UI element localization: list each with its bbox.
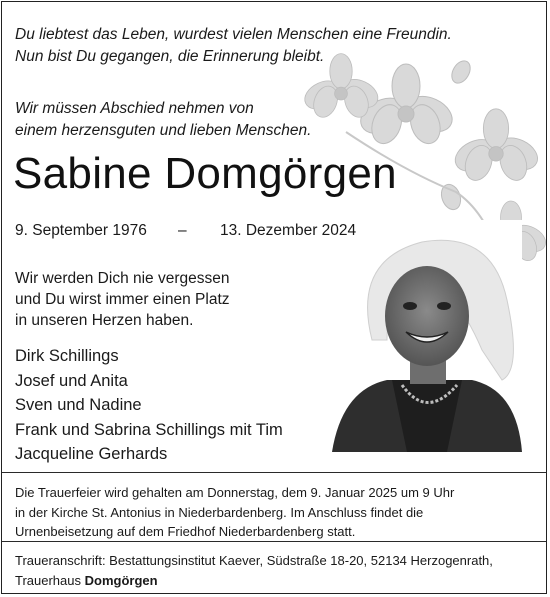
divider-line xyxy=(2,472,546,473)
address-line-2 xyxy=(15,571,493,591)
obituary-notice xyxy=(1,1,547,594)
intro-line-2: einem herzensguten und lieben Menschen. xyxy=(15,122,312,139)
mourner-name: Dirk Schillings xyxy=(15,347,119,365)
portrait-photo-of-deceased xyxy=(332,220,522,452)
mourner-name: Jacqueline Gerhards xyxy=(15,445,168,463)
poem-line-2: Nun bist Du gegangen, die Erinnerung bleibt. xyxy=(15,48,325,65)
poem-verse xyxy=(15,24,452,68)
mourner-name: Frank und Sabrina Schillings mit Tim xyxy=(15,420,283,439)
intro-line-1: Wir müssen Abschied nehmen von xyxy=(15,100,254,117)
memory-verse xyxy=(15,268,230,331)
service-line-2: in der Kirche St. Antonius in Niederbardenberg. Im Anschluss findet die xyxy=(15,504,424,520)
service-line-3: Urnenbeisetzung auf dem Friedhof Niederbardenberg statt. xyxy=(15,524,356,539)
farewell-intro xyxy=(15,98,311,142)
mourners-list xyxy=(15,344,283,467)
poem-line-1: Du liebtest das Leben, wurdest vielen Menschen eine Freundin. xyxy=(15,26,452,43)
deceased-name: Sabine Domgörgen xyxy=(13,149,397,198)
funeral-service-info xyxy=(15,483,454,542)
memory-line-2: und Du wirst immer einen Platz xyxy=(15,291,230,308)
date-separator: – xyxy=(178,222,187,239)
mourner-name: Sven und Nadine xyxy=(15,396,142,414)
death-date: 13. Dezember 2024 xyxy=(220,222,357,239)
address-prefix: Trauerhaus xyxy=(15,572,85,588)
birth-date: 9. September 1976 xyxy=(15,222,147,239)
memory-line-3: in unseren Herzen haben. xyxy=(15,312,194,329)
divider-line xyxy=(2,541,546,542)
memory-line-1: Wir werden Dich nie vergessen xyxy=(15,270,230,287)
mourning-address xyxy=(15,551,493,590)
mourner-name: Josef und Anita xyxy=(15,371,128,390)
address-family-name: Domgörgen xyxy=(84,572,158,588)
address-line-1: Traueranschrift: Bestattungsinstitut Kaever, Südstraße 18-20, 52134 Herzogenrath, xyxy=(15,553,493,568)
service-line-1: Die Trauerfeier wird gehalten am Donnerstag, dem 9. Januar 2025 um 9 Uhr xyxy=(15,485,455,500)
